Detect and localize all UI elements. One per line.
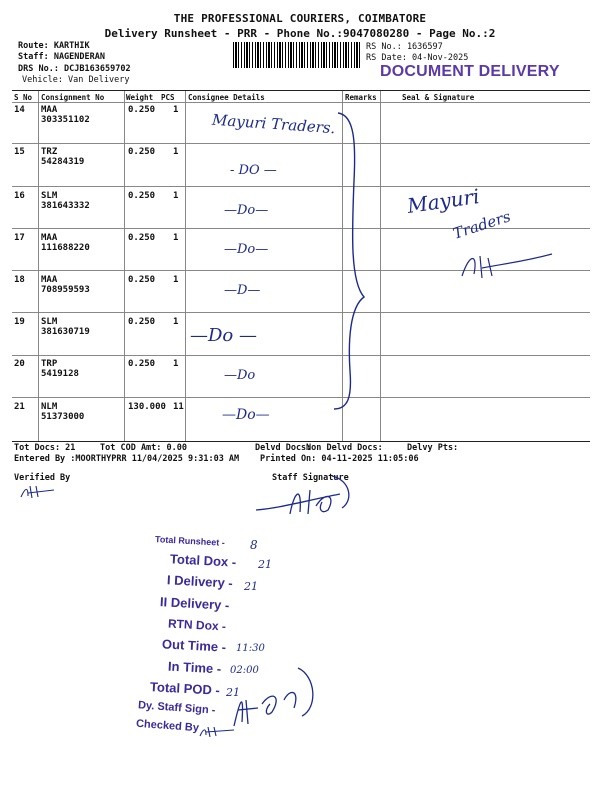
cell-pcs: 1 [173, 147, 179, 157]
signature-scribble [452, 246, 562, 286]
cell-pcs: 1 [173, 191, 179, 201]
company-title: THE PROFESSIONAL COURIERS, COIMBATORE [173, 12, 427, 25]
cell-sno: 18 [14, 275, 25, 285]
checked-by-initials [198, 724, 238, 740]
header-weight: Weight [126, 93, 154, 102]
cell-pcs: 1 [173, 233, 179, 243]
delivery-points: Delvy Pts: [407, 443, 459, 453]
drs-number: DRS No.: DCJB163659702 [18, 64, 131, 74]
consignee-handwriting: Mayuri Traders. [211, 110, 336, 138]
stamp-total-dox-value: 21 [258, 558, 272, 571]
cell-sno: 19 [14, 317, 25, 327]
stamp-i-delivery: I Delivery - [166, 572, 234, 591]
header-consignment: Consignment No [41, 93, 105, 102]
delivered-docs: Delvd Docs: [255, 443, 312, 453]
stamp-total-runsheet-value: 8 [250, 538, 258, 552]
stamp-out-time-value: 11:30 [236, 643, 265, 654]
non-delivered-docs: Non Delvd Docs: [306, 443, 383, 453]
staff-signature-label: Staff Signature [272, 473, 349, 483]
cell-consignment: NLM 51373000 [41, 402, 85, 422]
cell-pcs: 1 [173, 317, 179, 327]
cell-weight: 0.250 [128, 147, 156, 157]
cell-pcs: 1 [173, 105, 179, 115]
stamp-in-time: In Time - [167, 658, 222, 677]
staff-label: Staff: NAGENDERAN [18, 52, 105, 62]
consignee-handwriting: —Do— [224, 203, 269, 218]
cell-consignment: MAA 708959593 [41, 275, 90, 295]
stamp-total-pod-value: 21 [226, 686, 240, 699]
stamp-signature-scribble [226, 660, 326, 730]
stamp-ii-delivery: II Delivery - [159, 594, 230, 613]
consignee-handwriting: —Do — [190, 325, 257, 346]
runsheet-table [12, 90, 590, 442]
cell-weight: 0.250 [128, 359, 156, 369]
rs-date: RS Date: 04-Nov-2025 [366, 53, 469, 63]
cell-sno: 15 [14, 147, 25, 157]
stamp-out-time: Out Time - [161, 636, 227, 655]
cell-weight: 0.250 [128, 191, 156, 201]
stamp-checked-by: Checked By [135, 717, 200, 735]
consignee-handwriting: —D— [224, 283, 261, 298]
stamp-total-pod: Total POD - [149, 679, 221, 698]
document-delivery-stamp: DOCUMENT DELIVERY [380, 63, 560, 80]
runsheet-title: Delivery Runsheet - PRR - Phone No.:9047080280 - Page No.:2 [104, 27, 496, 40]
header-seal-signature: Seal & Signature [402, 93, 475, 102]
brace-mark [330, 111, 370, 411]
consignee-handwriting: —Do— [224, 242, 269, 257]
stamp-dy-staff-sign: Dy. Staff Sign - [137, 699, 216, 717]
stamp-rtn-dox: RTN Dox - [167, 616, 227, 634]
total-cod-amount: Tot COD Amt: 0.00 [100, 443, 187, 453]
stamp-total-runsheet: Total Runsheet - [154, 534, 226, 548]
consignee-handwriting: —Do— [222, 407, 270, 423]
stamp-in-time-value: 02:00 [230, 665, 259, 676]
vehicle-label: Vehicle: Van Delivery [22, 75, 130, 85]
stamp-i-delivery-value: 21 [244, 580, 258, 593]
cell-consignment: SLM 381630719 [41, 317, 90, 337]
rs-number: RS No.: 1636597 [366, 42, 443, 52]
consignee-handwriting: —Do [224, 368, 256, 383]
cell-weight: 0.250 [128, 233, 156, 243]
seal-signature-company: Traders [450, 207, 513, 243]
cell-consignment: MAA 303351102 [41, 105, 90, 125]
cell-weight: 0.250 [128, 317, 156, 327]
cell-consignment: TRP 5419128 [41, 359, 79, 379]
seal-signature-name: Mayuri [405, 184, 481, 218]
header-sno: S No [14, 93, 33, 102]
cell-sno: 20 [14, 359, 25, 369]
cell-sno: 17 [14, 233, 25, 243]
header-pcs: PCS [161, 93, 175, 102]
verifier-initials [18, 482, 58, 502]
cell-consignment: MAA 111688220 [41, 233, 90, 253]
cell-weight: 130.000 [128, 402, 166, 412]
verified-by-label: Verified By [14, 473, 71, 483]
barcode [233, 42, 361, 68]
staff-signature-scribble [250, 470, 360, 520]
cell-sno: 16 [14, 191, 25, 201]
route-label: Route: KARTHIK [18, 41, 90, 51]
cell-pcs: 1 [173, 359, 179, 369]
cell-sno: 14 [14, 105, 25, 115]
entered-by: Entered By :MOORTHYPRR 11/04/2025 9:31:03 AM [14, 454, 240, 464]
printed-on: Printed On: 04-11-2025 11:05:06 [260, 454, 419, 464]
cell-sno: 21 [14, 402, 25, 412]
cell-consignment: TRZ 54284319 [41, 147, 85, 167]
cell-weight: 0.250 [128, 275, 156, 285]
cell-weight: 0.250 [128, 105, 156, 115]
cell-pcs: 1 [173, 275, 179, 285]
cell-consignment: SLM 381643332 [41, 191, 90, 211]
header-consignee: Consignee Details [188, 93, 265, 102]
total-docs: Tot Docs: 21 [14, 443, 76, 453]
consignee-handwriting: - DO — [230, 163, 277, 178]
stamp-total-dox: Total Dox - [169, 551, 237, 570]
header-remarks: Remarks [345, 93, 377, 102]
cell-pcs: 11 [173, 402, 184, 412]
